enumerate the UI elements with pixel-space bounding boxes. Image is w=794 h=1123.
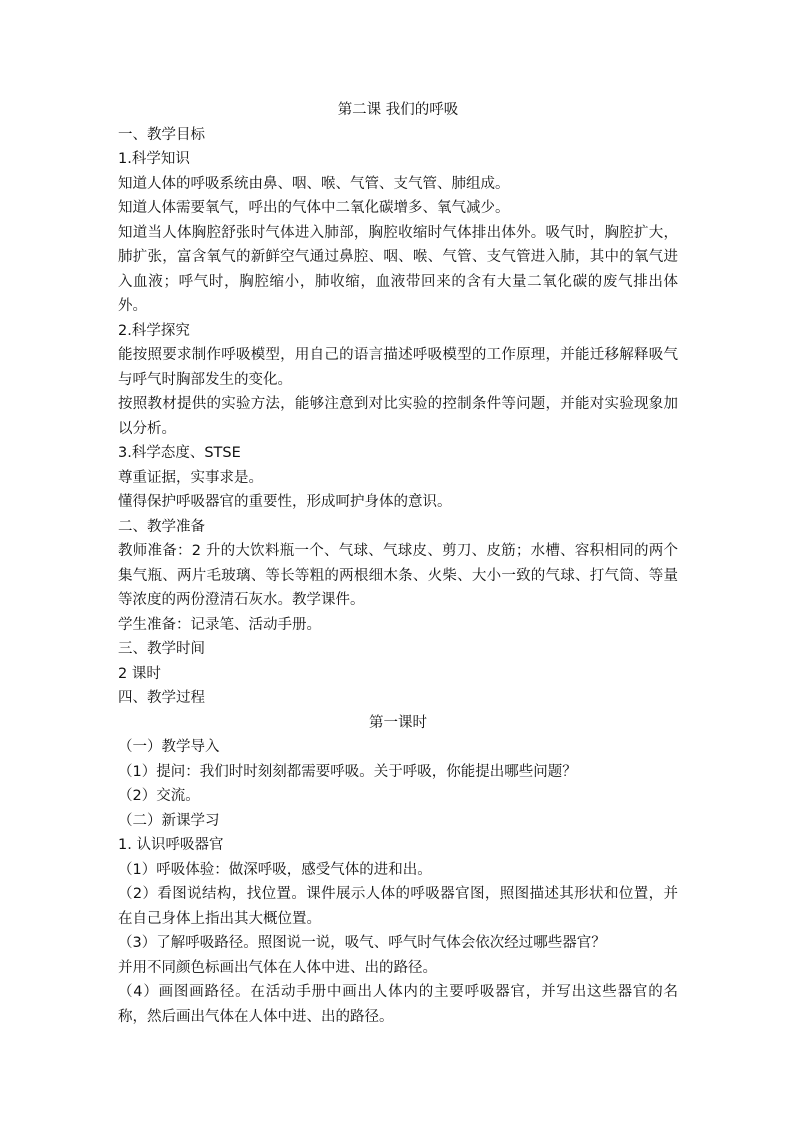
paragraph: 知道人体需要氧气，呼出的气体中二氧化碳增多、氧气减少。	[118, 200, 510, 216]
part-heading-intro: （一）教学导入	[118, 739, 220, 755]
paragraph: 能按照要求制作呼吸模型，用自己的语言描述呼吸模型的工作原理，并能迁移解释吸气与呼气时胸部发生的变化。	[118, 347, 678, 388]
subheading-science-attitude: 3.科学态度、STSE	[118, 445, 241, 461]
subheading-science-inquiry: 2.科学探究	[118, 322, 190, 339]
section-heading-process: 四、教学过程	[118, 690, 205, 706]
paragraph: （2）看图说结构，找位置。课件展示人体的呼吸器官图，照图描述其形状和位置，并在自己身体上指出其大概位置。	[118, 886, 678, 927]
paragraph: （1）呼吸体验：做深呼吸，感受气体的进和出。	[118, 861, 432, 878]
paragraph: 懂得保护呼吸器官的重要性，形成呵护身体的意识。	[118, 494, 452, 510]
section-heading-preparation: 二、教学准备	[118, 518, 205, 535]
paragraph: 并用不同颜色标画出气体在人体中进、出的路径。	[118, 959, 437, 976]
document-page	[118, 98, 678, 1029]
paragraph: （4）画图画路径。在活动手册中画出人体内的主要呼吸器官，并写出这些器官的名称，然后画出气体在人体中进、出的路径。	[118, 984, 678, 1025]
paragraph: 教师准备：2 升的大饮料瓶一个、气球、气球皮、剪刀、皮筋；水槽、容积相同的两个集气瓶、两片毛玻璃、等长等粗的两根细木条、火柴、大小一致的气球、打气筒、等量等浓度的两份澄清石灰水。教学课件。	[118, 543, 678, 608]
lesson-title: 第一课时	[369, 714, 427, 731]
paragraph: 知道当人体胸腔舒张时气体进入肺部，胸腔收缩时气体排出体外。吸气时，胸腔扩大，肺扩张，富含氧气的新鲜空气通过鼻腔、咽、喉、气管、支气管进入肺，其中的氧气进入血液；呼气时，胸腔缩小，肺收缩，血液带回来的含有大量二氧化碳的废气排出体外。	[118, 224, 678, 314]
paragraph: （1）提问：我们时时刻刻都需要呼吸。关于呼吸，你能提出哪些问题？	[118, 763, 577, 780]
section-heading-objectives: 一、教学目标	[118, 126, 205, 143]
paragraph: （2）交流。	[118, 788, 200, 804]
subheading-science-knowledge: 1.科学知识	[118, 151, 190, 167]
section-heading-time: 三、教学时间	[118, 641, 205, 657]
part-heading-new-lesson: （二）新课学习	[118, 812, 220, 829]
paragraph: 按照教材提供的实验方法，能够注意到对比实验的控制条件等问题，并能对实验现象加以分析。	[118, 396, 678, 437]
paragraph: 尊重证据，实事求是。	[118, 469, 263, 486]
document-title: 第二课 我们的呼吸	[337, 102, 459, 118]
paragraph: 2 课时	[118, 665, 161, 682]
paragraph: 学生准备：记录笔、活动手册。	[118, 616, 321, 633]
paragraph: （3）了解呼吸路径。照图说一说，吸气、呼气时气体会依次经过哪些器官？	[118, 935, 606, 951]
subheading-respiratory-organs: 1. 认识呼吸器官	[118, 837, 224, 853]
paragraph: 知道人体的呼吸系统由鼻、咽、喉、气管、支气管、肺组成。	[118, 175, 510, 192]
